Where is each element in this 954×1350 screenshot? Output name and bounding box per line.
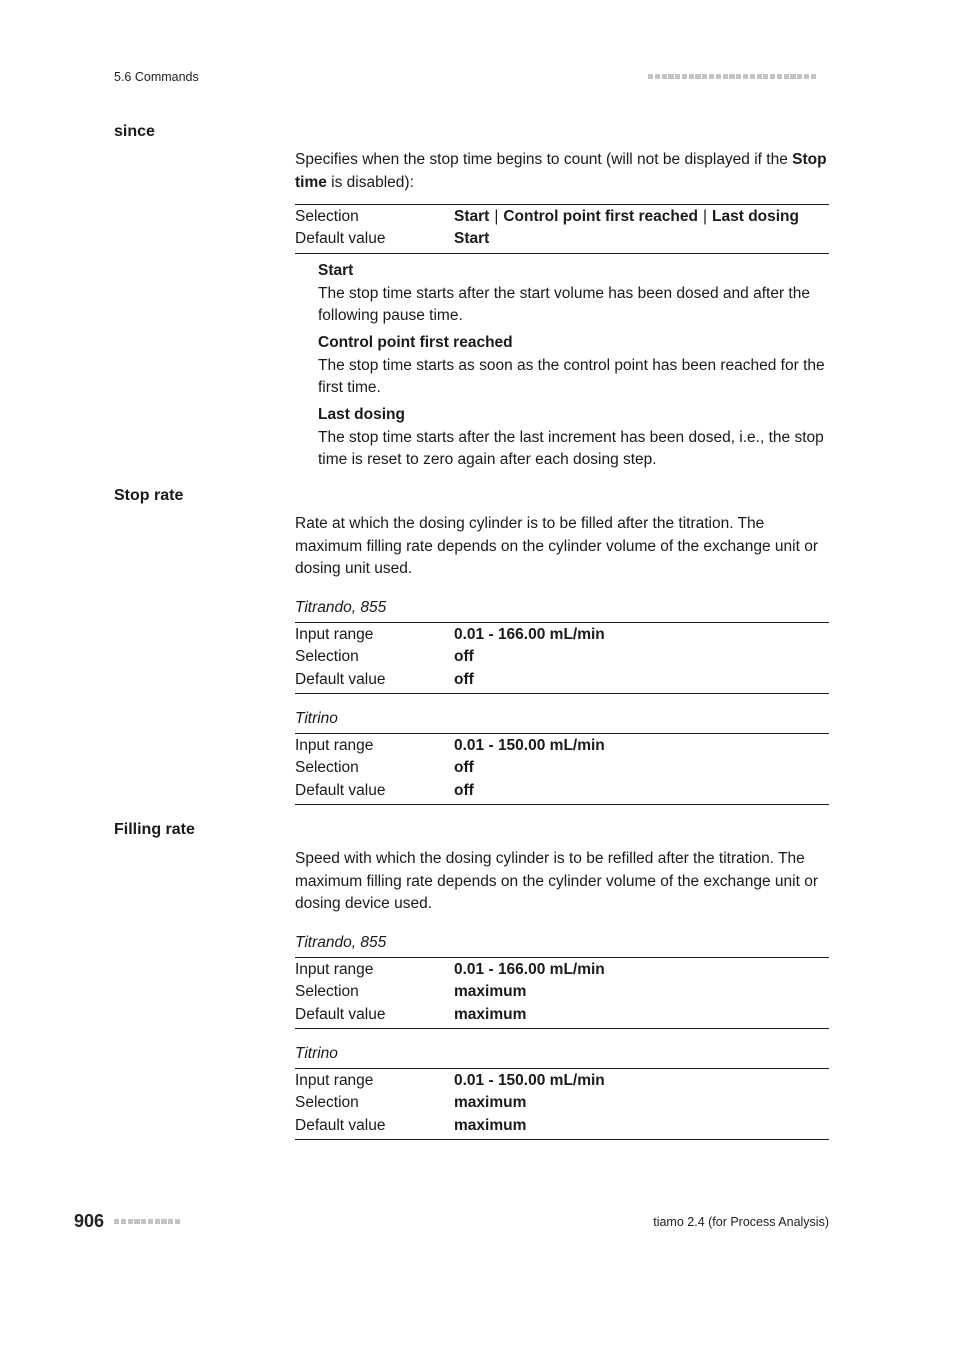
table-caption: Titrino bbox=[295, 710, 338, 727]
table-row bbox=[295, 780, 829, 802]
row-label: Selection bbox=[295, 983, 359, 1001]
since-parameter-table bbox=[295, 204, 829, 254]
option-start bbox=[318, 260, 833, 328]
page-number: 906 bbox=[74, 1211, 105, 1231]
filling-rate-description: Speed with which the dosing cylinder is to be refilled after the titration. The maximum filling rate depends on the cylinder volume of the exchange unit or dosing device used. bbox=[295, 850, 818, 912]
table-row bbox=[295, 624, 829, 646]
row-value: off bbox=[454, 759, 474, 777]
table-row bbox=[295, 228, 829, 250]
section-title-since: since bbox=[114, 123, 155, 140]
table-row bbox=[295, 981, 829, 1003]
row-label: Default value bbox=[295, 230, 386, 248]
header-decoration bbox=[648, 74, 816, 79]
footer-decoration bbox=[114, 1219, 180, 1224]
row-value: off bbox=[454, 781, 474, 799]
row-value: maximum bbox=[454, 1116, 527, 1134]
section-title-stop-rate: Stop rate bbox=[114, 487, 184, 504]
table-caption: Titrando, 855 bbox=[295, 599, 387, 616]
stop-rate-table-titrando bbox=[295, 622, 829, 694]
row-label: Selection bbox=[295, 208, 359, 226]
row-label: Default value bbox=[295, 1005, 386, 1023]
row-label: Input range bbox=[295, 737, 374, 755]
row-label: Input range bbox=[295, 961, 374, 979]
filling-rate-table-titrando bbox=[295, 957, 829, 1029]
stop-rate-table-titrino bbox=[295, 733, 829, 805]
row-value: 0.01 - 150.00 mL/min bbox=[454, 737, 605, 755]
row-label: Selection bbox=[295, 1094, 359, 1112]
option-text: The stop time starts as soon as the control point has been reached for the first time. bbox=[318, 356, 825, 396]
row-value: maximum bbox=[454, 983, 527, 1001]
table-row bbox=[295, 1092, 829, 1114]
row-label: Selection bbox=[295, 759, 359, 777]
table-row bbox=[295, 669, 829, 691]
filling-rate-table-titrino bbox=[295, 1068, 829, 1140]
option-title: Control point first reached bbox=[318, 334, 513, 351]
table-row bbox=[295, 206, 829, 228]
section-title-filling-rate: Filling rate bbox=[114, 821, 195, 838]
row-label: Selection bbox=[295, 648, 359, 666]
table-caption: Titrando, 855 bbox=[295, 934, 387, 951]
row-value: Start | Control point first reached | Last dosing bbox=[454, 208, 799, 226]
row-label: Default value bbox=[295, 670, 386, 688]
table-caption: Titrino bbox=[295, 1045, 338, 1062]
option-text: The stop time starts after the last increment has been dosed, i.e., the stop time is reset to zero again after each dosing step. bbox=[318, 428, 824, 468]
table-row bbox=[295, 959, 829, 981]
since-description: Specifies when the stop time begins to count (will not be displayed if the Stop time is disabled): bbox=[295, 151, 827, 191]
table-row bbox=[295, 757, 829, 779]
row-label: Input range bbox=[295, 626, 374, 644]
row-value: 0.01 - 166.00 mL/min bbox=[454, 626, 605, 644]
row-label: Input range bbox=[295, 1072, 374, 1090]
table-row bbox=[295, 1004, 829, 1026]
option-title: Start bbox=[318, 262, 354, 279]
row-value: maximum bbox=[454, 1094, 527, 1112]
row-value: Start bbox=[454, 230, 490, 248]
option-last-dosing bbox=[318, 404, 833, 472]
option-text: The stop time starts after the start volume has been dosed and after the following pause time. bbox=[318, 284, 810, 324]
table-row bbox=[295, 646, 829, 668]
product-footer: tiamo 2.4 (for Process Analysis) bbox=[653, 1215, 829, 1229]
stop-rate-description: Rate at which the dosing cylinder is to be filled after the titration. The maximum filling rate depends on the cylinder volume of the exchange unit or dosing unit used. bbox=[295, 515, 818, 577]
row-value: 0.01 - 150.00 mL/min bbox=[454, 1072, 605, 1090]
row-label: Default value bbox=[295, 1116, 386, 1134]
row-value: maximum bbox=[454, 1005, 527, 1023]
table-row bbox=[295, 1070, 829, 1092]
table-row bbox=[295, 735, 829, 757]
running-header: 5.6 Commands bbox=[114, 70, 199, 84]
row-value: 0.01 - 166.00 mL/min bbox=[454, 961, 605, 979]
row-value: off bbox=[454, 648, 474, 666]
option-control-point bbox=[318, 332, 833, 400]
option-title: Last dosing bbox=[318, 406, 405, 423]
row-label: Default value bbox=[295, 781, 386, 799]
table-row bbox=[295, 1115, 829, 1137]
row-value: off bbox=[454, 670, 474, 688]
